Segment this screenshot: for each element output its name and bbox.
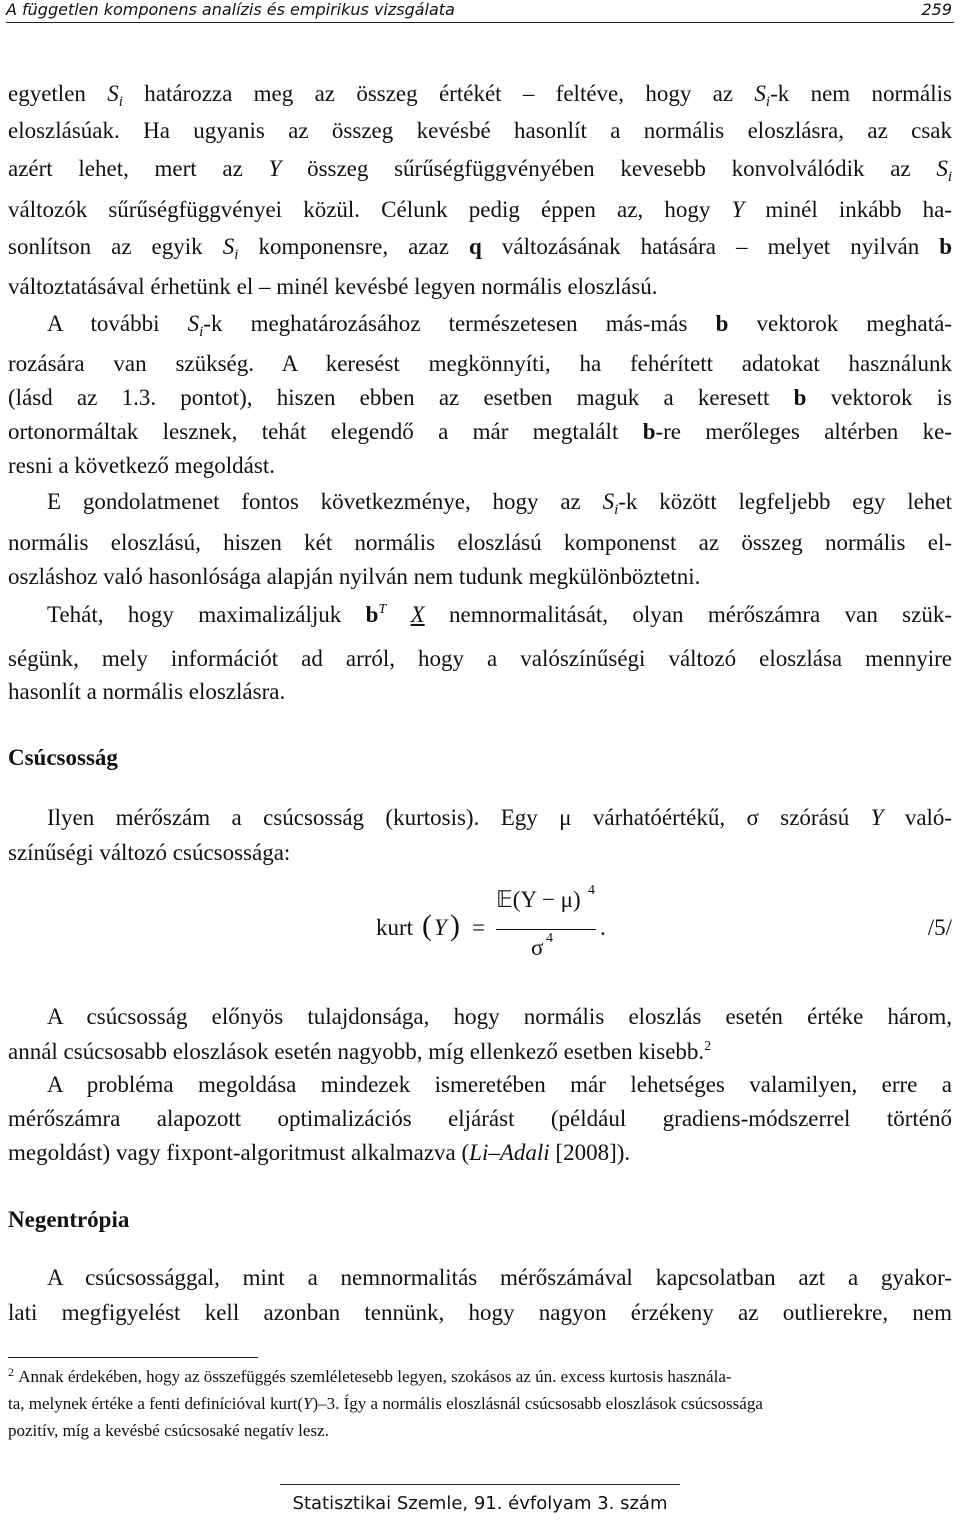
footnote-line-1: $^2$ Annak érdekében, hogy az összefüggés szemléletesebb legyen, szokásos az ún. excess kurtosis használa- xyxy=(8,1365,732,1386)
p2-line-1: A további $S_i-k$ meghatározásához természetesen más-más b vektorok meghatá- xyxy=(47,311,952,340)
p4-line-3: hasonlít a normális eloszlásra. xyxy=(8,679,286,704)
p3-line-3: oszláshoz való hasonlósága alapján nyilván nem tudunk megkülönböztetni. xyxy=(8,564,701,589)
p8-line-1: A csúcsossággal, mint a nemnormalitás mérőszámával kapcsolatban azt a gyakor- xyxy=(47,1265,952,1290)
page-number: 259 xyxy=(921,0,952,19)
p5-line-1: Ilyen mérőszám a csúcsosság (kurtosis). Egy μ várhatóértékű, σ szórású Y való- xyxy=(47,805,953,830)
p3-line-1: E gondolatmenet fontos következménye, hogy az $S_i-k$ között legfeljebb egy lehet xyxy=(47,489,952,518)
header-rule xyxy=(6,22,954,23)
footnote-line-3: pozitív, míg a kevésbé csúcsosaké negatív lesz. xyxy=(8,1421,329,1440)
section-heading-negentropy: Negentrópia xyxy=(8,1207,130,1232)
p1-line-6: változtatásával érhetünk el – minél kevésbé legyen normális eloszlású. xyxy=(8,274,658,299)
p2-line-5: resni a következő megoldást. xyxy=(8,453,275,478)
p2-line-3: (lásd az 1.3. pontot), hiszen ebben az esetben maguk a keresett b vektorok is xyxy=(8,385,953,410)
p4-line-2: ségünk, mely információt ad arról, hogy a valószínűségi változó eloszlása mennyire xyxy=(8,646,952,671)
fraction-bar xyxy=(496,929,596,930)
p1-line-4: változók sűrűségfüggvényei közül. Célunk pedig éppen az, hogy Y minél inkább ha- xyxy=(8,197,953,222)
p6-line-2: annál csúcsosabb eloszlások esetén nagyobb, míg ellenkező esetben kisebb.$^2$ xyxy=(8,1039,712,1064)
p2-line-4: ortonormáltak lesznek, tehát elegendő a már megtalált b-re merőleges altérben ke- xyxy=(8,419,952,444)
p1-line-1: egyetlen $S_i$ határozza meg az összeg értékét – feltéve, hogy az $S_i-k$ nem normális xyxy=(8,81,952,110)
journal-footer: Statisztikai Szemle, 91. évfolyam 3. szám xyxy=(292,1493,668,1514)
p4-line-1: Tehát, hogy maximalizáljuk $b^T$ X nemnormalitását, olyan mérőszámra van szük- xyxy=(47,602,952,627)
p2-line-2: rozására van szükség. A keresést megkönnyíti, ha fehérített adatokat használunk xyxy=(8,351,952,376)
p5-line-2: színűségi változó csúcsossága: xyxy=(8,840,291,865)
p6-line-1: A csúcsosság előnyös tulajdonsága, hogy normális eloszlás esetén értéke három, xyxy=(47,1004,952,1029)
p1-line-2: eloszlásúak. Ha ugyanis az összeg kevésbé hasonlít a normális eloszlásra, az csak xyxy=(8,118,952,143)
p7-line-1: A probléma megoldása mindezek ismeretében már lehetséges valamilyen, erre a xyxy=(47,1072,952,1097)
p7-line-3: megoldást) vagy fixpont-algoritmust alkalmazva (Li–Adali [2008]). xyxy=(8,1140,631,1165)
footnote-line-2: ta, melynek értéke a fenti definícióval kurt(Y)–3. Így a normális eloszlásnál csúcsosabb eloszlások csúcsossága xyxy=(8,1394,763,1413)
p8-line-2: lati megfigyelést kell azonban tennünk, hogy nagyon érzékeny az outlierekre, nem xyxy=(8,1300,952,1325)
kurtosis-formula: kurt ( Y ) = 𝔼(Y − μ) 4 σ 4 . xyxy=(376,883,606,960)
footer-rule xyxy=(280,1484,680,1485)
equation-number: /5/ xyxy=(927,915,952,940)
p3-line-2: normális eloszlású, hiszen két normális eloszlású komponenst az összeg normális el- xyxy=(8,530,952,555)
running-header xyxy=(0,0,960,22)
running-title: A független komponens analízis és empirikus vizsgálata xyxy=(6,0,455,19)
p1-line-3: azért lehet, mert az Y összeg sűrűségfüggvényében kevesebb konvolválódik az $S_i$ xyxy=(8,156,953,185)
section-heading-kurtosis: Csúcsosság xyxy=(8,745,118,770)
footnote-rule xyxy=(8,1357,258,1358)
p1-line-5: sonlítson az egyik $S_i$ komponensre, azaz q változásának hatására – melyet nyilván b xyxy=(8,234,953,263)
p7-line-2: mérőszámra alapozott optimalizációs eljárást (például gradiens-módszerrel történő xyxy=(8,1106,952,1131)
